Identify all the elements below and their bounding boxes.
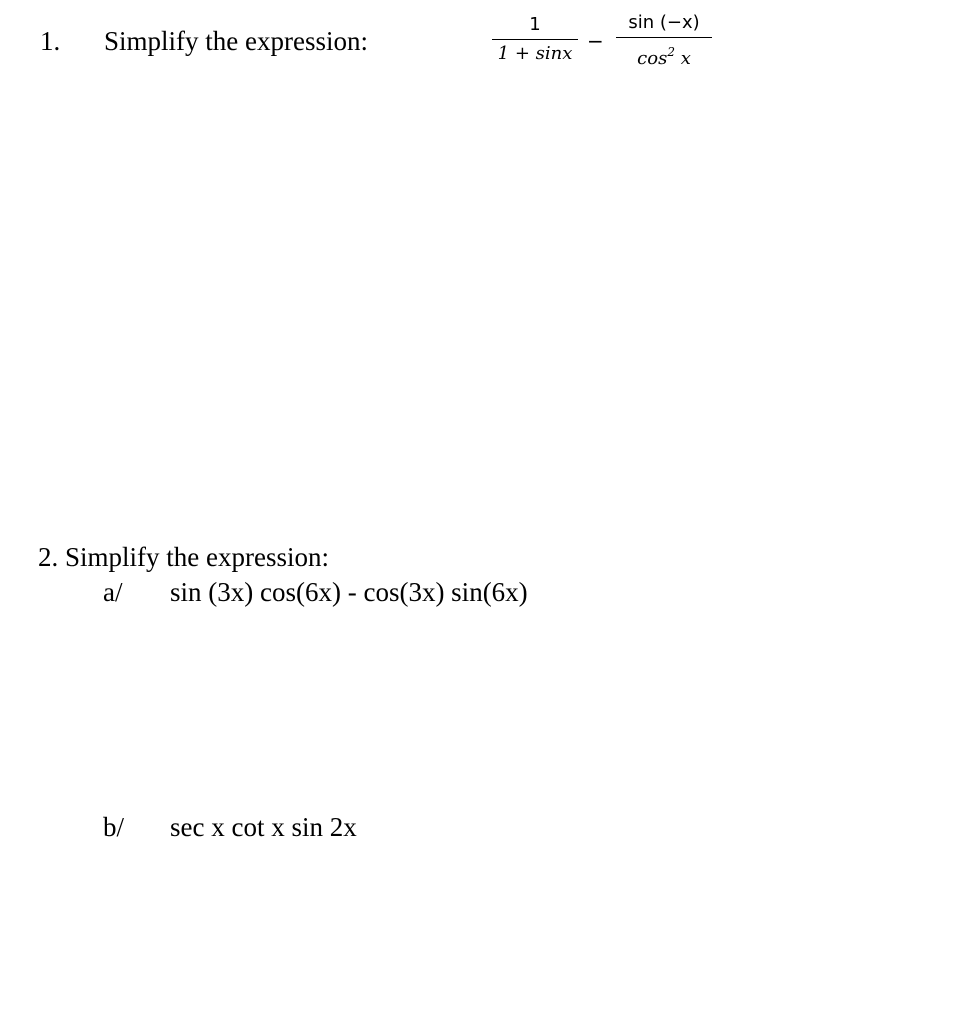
part-a-label: a/ bbox=[103, 577, 123, 607]
minus-operator: − bbox=[587, 29, 604, 53]
fraction-2-denominator bbox=[637, 41, 691, 70]
fraction-2-bar bbox=[616, 37, 712, 38]
fraction-1-numerator: 1 bbox=[529, 14, 541, 35]
fraction-one-over-one-plus-sinx bbox=[492, 14, 578, 65]
question-2-title: 2. Simplify the expression: bbox=[38, 542, 329, 572]
fraction-2-numerator: sin (−x) bbox=[628, 12, 700, 33]
cos-function: cos bbox=[637, 48, 668, 69]
exponent: 2 bbox=[667, 45, 675, 59]
fraction-sin-neg-x-over-cos-squared-x bbox=[616, 12, 712, 70]
question-1-prompt: Simplify the expression: bbox=[104, 26, 368, 56]
variable-x: x bbox=[680, 48, 691, 69]
fraction-1-bar bbox=[492, 39, 578, 40]
fraction-1-denominator: 1 + sinx bbox=[497, 43, 573, 64]
part-a-expression: sin (3x) cos(6x) - cos(3x) sin(6x) bbox=[170, 577, 528, 607]
question-1-number: 1. bbox=[40, 26, 61, 56]
part-b-expression: sec x cot x sin 2x bbox=[170, 812, 357, 842]
part-b-label: b/ bbox=[103, 812, 125, 842]
